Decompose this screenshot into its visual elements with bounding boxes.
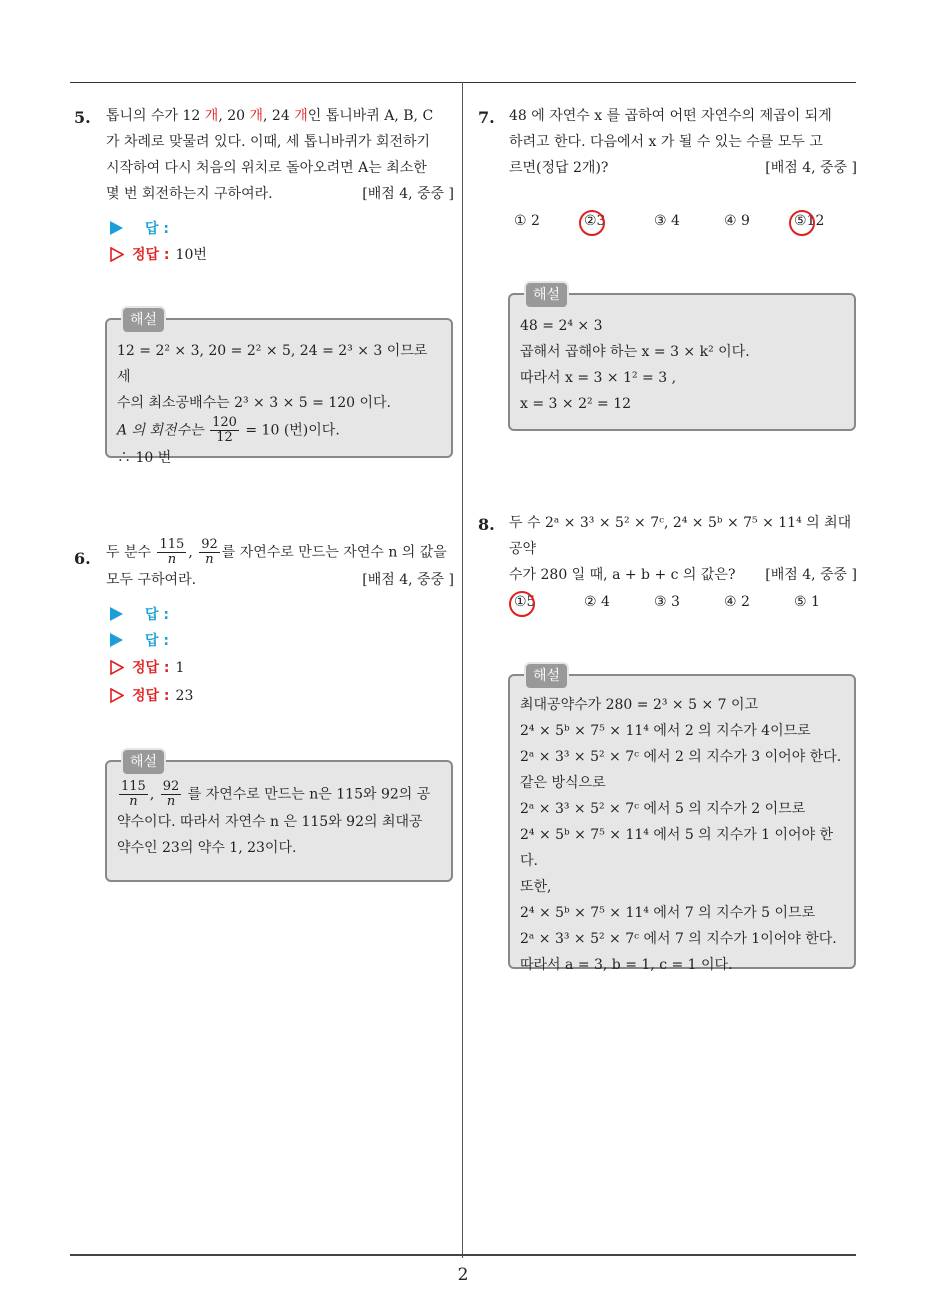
q5-unit1: 개 xyxy=(204,108,219,124)
q6-line2-text: 모두 구하여라. xyxy=(106,572,197,588)
q5-t1: 톱니의 수가 12 xyxy=(106,108,201,124)
q6-explanation-body xyxy=(117,780,441,861)
q8-explanation-tag: 해설 xyxy=(524,662,569,690)
q6-exp-f2-den: n xyxy=(166,794,176,809)
q5-t2: , 20 xyxy=(218,108,246,124)
question-5-number: 5. xyxy=(74,108,91,127)
question-7-text xyxy=(509,103,857,181)
q6-exp-line2: 약수이다. 따라서 자연수 n 은 115와 92의 최대공 xyxy=(117,814,423,830)
q5-correct-row xyxy=(110,244,207,264)
q6-exp-line3: 약수인 23의 약수 1, 23이다. xyxy=(117,840,297,856)
q6-line2 xyxy=(106,567,454,593)
q5-t4: 인 톱니바퀴 A, B, C xyxy=(307,108,434,124)
question-8-text xyxy=(509,510,857,588)
q5-correct-value: 10번 xyxy=(175,247,207,263)
q6-meta: [배점 4, 중중 ] xyxy=(362,572,454,588)
play-icon xyxy=(110,607,123,621)
q8-exp-line3: 2ᵃ × 3³ × 5² × 7ᶜ 에서 2 의 지수가 3 이어야 한다. xyxy=(520,749,842,765)
q8-choice-1-label: ①5 xyxy=(514,594,536,610)
q7-choice-4[interactable]: ④ 9 xyxy=(724,213,750,229)
play-icon xyxy=(110,221,123,235)
q8-exp-line2: 2⁴ × 5ᵇ × 7⁵ × 11⁴ 에서 2 의 지수가 4이므로 xyxy=(520,723,811,739)
q6-correct-label-1: 정답 : xyxy=(132,660,170,676)
q8-explanation-body xyxy=(520,692,844,978)
selected-circle-icon xyxy=(509,591,535,617)
q8-line2 xyxy=(509,562,857,588)
q7-explanation-tag: 해설 xyxy=(524,281,569,309)
q7-line2: 하려고 한다. 다음에서 x 가 될 수 있는 수를 모두 고 xyxy=(509,134,823,150)
q5-exp3b: = 10 (번)이다. xyxy=(245,422,340,439)
q6-correct-value-2: 23 xyxy=(175,688,194,704)
q5-exp-line4: ∴ 10 번 xyxy=(117,450,172,466)
q5-frac-den: 12 xyxy=(216,430,233,445)
q6-correct-label-2: 정답 : xyxy=(132,688,170,704)
selected-circle-icon xyxy=(789,210,815,236)
q6-fraction-2 xyxy=(199,538,220,567)
q6-exp1a: 를 자연수로 만드는 n은 115와 92의 공 xyxy=(187,786,431,803)
q6-t1: 두 분수 xyxy=(106,544,152,561)
outline-triangle-icon xyxy=(110,688,124,703)
question-6-text xyxy=(106,538,454,593)
q7-choice-2-label: ②3 xyxy=(584,213,606,229)
q8-choice-2[interactable]: ② 4 xyxy=(584,594,610,610)
q5-unit2: 개 xyxy=(249,108,264,124)
q6-exp-f2-num: 92 xyxy=(162,779,180,794)
question-6-number: 6. xyxy=(74,549,91,568)
q5-t3: , 24 xyxy=(263,108,290,124)
q8-exp-line9: 2ᵃ × 3³ × 5² × 7ᶜ 에서 7 의 지수가 1이어야 한다. xyxy=(520,931,837,947)
play-icon xyxy=(110,633,123,647)
q5-line4 xyxy=(106,181,454,207)
q5-explanation-tag: 해설 xyxy=(121,306,166,334)
q6-correct-row-1 xyxy=(110,657,184,677)
q5-explanation-box xyxy=(105,312,453,466)
q5-exp-line1: 12 = 2² × 3, 20 = 2² × 5, 24 = 2³ × 3 이므로 세 xyxy=(117,343,428,385)
q8-exp-line5: 2ᵃ × 3³ × 5² × 7ᶜ 에서 5 의 지수가 2 이므로 xyxy=(520,801,806,817)
q6-explanation-tag: 해설 xyxy=(121,748,166,776)
q8-exp-line4: 같은 방식으로 xyxy=(520,775,606,791)
q5-line1 xyxy=(106,103,454,129)
q8-meta: [배점 4, 중중 ] xyxy=(765,567,857,583)
q6-correct-row-2 xyxy=(110,685,193,705)
q7-line3-text: 르면(정답 2개)? xyxy=(509,160,609,176)
q5-correct-label: 정답 : xyxy=(132,247,170,263)
q8-choice-3[interactable]: ③ 3 xyxy=(654,594,680,610)
q7-choice-2[interactable] xyxy=(584,213,605,229)
q5-fraction xyxy=(210,416,239,445)
q8-exp-line6: 2⁴ × 5ᵇ × 7⁵ × 11⁴ 에서 5 의 지수가 1 이어야 한다. xyxy=(520,827,834,869)
outline-triangle-icon xyxy=(110,660,124,675)
q8-exp-line1: 최대공약수가 280 = 2³ × 5 × 7 이고 xyxy=(520,697,759,713)
q6-f1-num: 115 xyxy=(159,537,185,552)
q6-exp-line1: $\frac{115}{n}$ , $\frac{92}{n}$ 를 자연수로 만드는 n은 115와 92의 공 xyxy=(121,779,431,809)
q6-f1-den: n xyxy=(167,552,177,567)
q6-exp-f1-den: n xyxy=(129,794,138,809)
q6-fraction-1 xyxy=(157,538,186,567)
q7-explanation-box xyxy=(508,287,856,431)
q8-line1: 두 수 2ᵃ × 3³ × 5² × 7ᶜ, 2⁴ × 5ᵇ × 7⁵ × 11⁴ 의 최대공약 xyxy=(509,515,852,557)
outline-triangle-icon xyxy=(110,247,124,262)
q5-meta: [배점 4, 중중 ] xyxy=(362,186,454,202)
q8-choice-4[interactable]: ④ 2 xyxy=(724,594,750,610)
q5-unit3: 개 xyxy=(294,108,308,124)
q5-answer-label: 답 : xyxy=(145,221,169,237)
q8-explanation-box xyxy=(508,668,856,973)
q5-line3: 시작하여 다시 처음의 위치로 돌아오려면 A는 최소한 xyxy=(106,160,427,176)
question-5-text xyxy=(106,103,454,207)
top-rule xyxy=(70,82,856,83)
q5-exp3a: A 의 회전수는 xyxy=(117,422,204,439)
q6-answer-label-2: 답 : xyxy=(145,633,169,649)
selected-circle-icon xyxy=(579,210,605,236)
q6-explanation-box xyxy=(105,754,453,882)
q6-line1: 두 분수 $\frac{115}{n}$ , $\frac{92}{n}$ 를 자연수로 만드는 자연수 n 의 값을 xyxy=(106,537,447,567)
q7-choice-1[interactable]: ① 2 xyxy=(514,213,540,229)
page-number: 2 xyxy=(457,1265,469,1285)
q6-exp-f1-num: 115 xyxy=(121,779,146,794)
q8-exp-line7: 또한, xyxy=(520,879,552,895)
q7-exp-line1: 48 = 2⁴ × 3 xyxy=(520,318,603,334)
column-divider xyxy=(462,82,463,1258)
q7-line3 xyxy=(509,155,857,181)
q7-explanation-body xyxy=(520,313,844,417)
q6-f2-den: n xyxy=(205,552,214,567)
q7-choice-5-label: ⑤12 xyxy=(794,213,825,229)
q7-choice-3[interactable]: ③ 4 xyxy=(654,213,680,229)
q8-exp-line10: 따라서 a = 3, b = 1, c = 1 이다. xyxy=(520,957,733,973)
q6-answer-row-2[interactable] xyxy=(110,630,169,650)
q6-t2: 를 자연수로 만드는 자연수 n 의 값을 xyxy=(221,544,447,561)
q6-exp-fraction-2 xyxy=(161,780,182,809)
q5-line2: 가 차례로 맞물려 있다. 이때, 세 톱니바퀴가 회전하기 xyxy=(106,134,431,150)
q8-choice-5[interactable]: ⑤ 1 xyxy=(794,594,820,610)
q7-exp-line2: 곱해서 곱해야 하는 x = 3 × k² 이다. xyxy=(520,344,750,360)
q6-correct-value-1: 1 xyxy=(175,660,185,676)
q7-choice-5[interactable] xyxy=(794,213,824,229)
q5-answer-row[interactable] xyxy=(110,218,169,238)
q6-exp-fraction-1 xyxy=(119,780,148,809)
bottom-rule xyxy=(70,1254,856,1256)
q7-exp-line4: x = 3 × 2² = 12 xyxy=(520,396,632,412)
q7-exp-line3: 따라서 x = 3 × 1² = 3 , xyxy=(520,370,677,386)
q6-answer-row-1[interactable] xyxy=(110,604,169,624)
q8-line2-text: 수가 280 일 때, a + b + c 의 값은? xyxy=(509,567,736,583)
question-8-number: 8. xyxy=(478,515,495,534)
question-7-number: 7. xyxy=(478,108,495,127)
q7-line1: 48 에 자연수 x 를 곱하여 어떤 자연수의 제곱이 되게 xyxy=(509,108,832,124)
q5-line4-text: 몇 번 회전하는지 구하여라. xyxy=(106,186,273,202)
q6-f2-num: 92 xyxy=(201,537,218,552)
q5-exp-line2: 수의 최소공배수는 2³ × 3 × 5 = 120 이다. xyxy=(117,395,391,411)
q7-meta: [배점 4, 중중 ] xyxy=(765,160,857,176)
q8-choice-1[interactable] xyxy=(514,594,535,610)
q8-exp-line8: 2⁴ × 5ᵇ × 7⁵ × 11⁴ 에서 7 의 지수가 5 이므로 xyxy=(520,905,816,921)
q5-frac-num: 120 xyxy=(212,415,237,430)
q5-exp-line3 xyxy=(117,416,441,445)
q5-explanation-body xyxy=(117,338,441,471)
q6-answer-label-1: 답 : xyxy=(145,607,169,623)
